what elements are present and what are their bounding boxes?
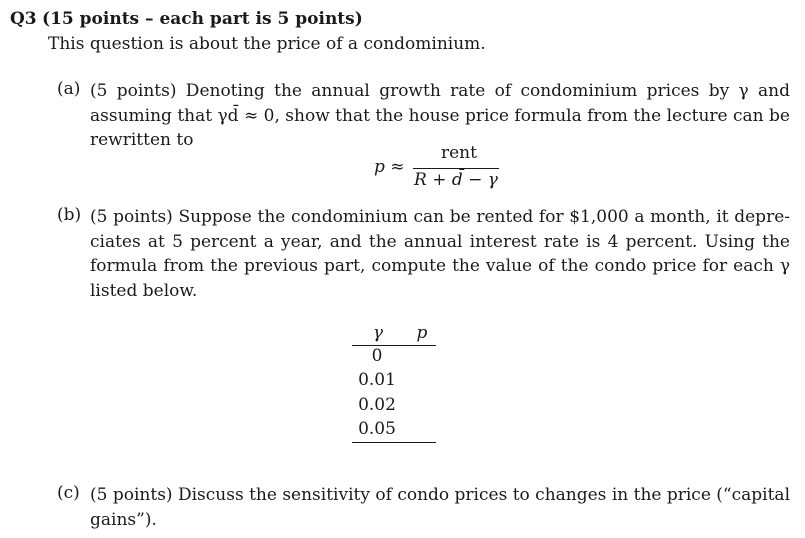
question-header [10, 9, 363, 29]
part-b-text [90, 205, 790, 303]
formula-denominator: R + d̄ − γ [414, 170, 498, 190]
part-c-line-2: gains”). [90, 509, 157, 530]
table-row-gamma-3: 0.02 [358, 395, 396, 415]
part-b-line-1: (5 points) Suppose the condominium can be rented for $1,000 a month, it depre- [90, 207, 790, 227]
part-b-line-4: listed below. [90, 280, 198, 301]
part-a-label: (a) [57, 79, 81, 99]
part-a-line-3: rewritten to [90, 130, 194, 150]
part-c-label: (c) [57, 483, 80, 503]
part-a-text [90, 79, 790, 153]
part-a-line-1: (5 points) Denoting the annual growth rate of condominium prices by γ and [90, 81, 790, 101]
question-number: Q3 [10, 9, 37, 29]
part-c-text [90, 483, 790, 532]
table-header-gamma: γ [372, 323, 384, 343]
formula-fraction-bar [413, 168, 499, 169]
part-b-line-3: formula from the previous part, compute the value of the condo price for each γ [90, 256, 790, 276]
question-intro: This question is about the price of a condominium. [48, 34, 486, 54]
table-bottom-rule [352, 442, 436, 443]
part-b-label: (b) [57, 205, 82, 225]
part-c-line-1: (5 points) Discuss the sensitivity of condo prices to changes in the price (“capital [90, 485, 790, 505]
part-a-line-2: assuming that γd̄ ≈ 0, show that the house price formula from the lecture can be [90, 105, 790, 126]
table-row-gamma-4: 0.05 [358, 419, 396, 439]
table-header-p: p [416, 323, 428, 343]
table-row-gamma-2: 0.01 [358, 370, 396, 390]
formula-numerator: rent [441, 143, 477, 163]
question-points: (15 points – each part is 5 points) [42, 9, 363, 29]
table-row-gamma-1: 0 [371, 346, 383, 366]
formula-lhs: p ≈ [374, 157, 405, 177]
part-b-line-2: ciates at 5 percent a year, and the annual interest rate is 4 percent. Using the [90, 231, 790, 252]
